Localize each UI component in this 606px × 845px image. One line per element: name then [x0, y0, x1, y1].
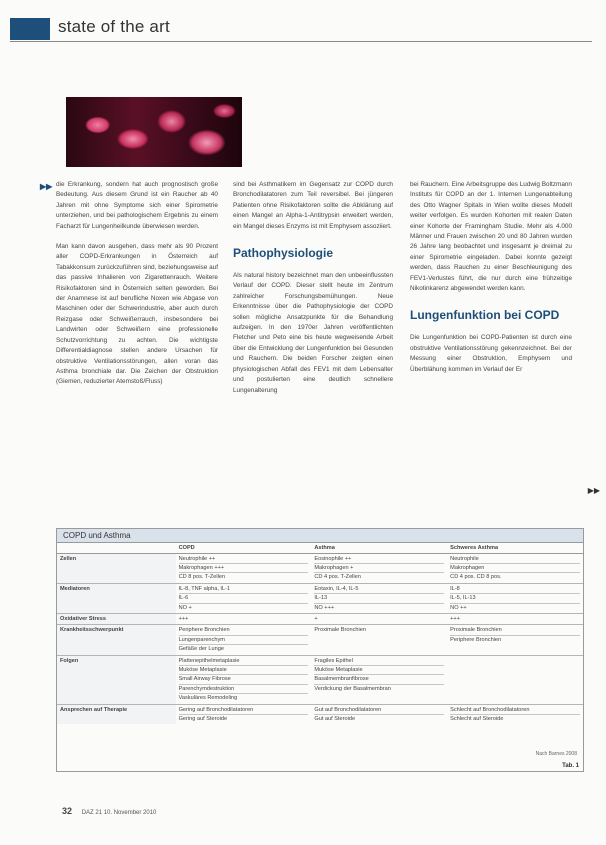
table-cell: [447, 553, 583, 583]
cell-line: Periphere Bronchien: [450, 636, 502, 643]
cell-line: IL-6: [179, 594, 309, 603]
article-column-2: [233, 180, 393, 406]
cell-line: Gering auf Steroide: [178, 716, 228, 722]
cell-line: IL-8, TNF alpha, IL-1: [179, 585, 309, 594]
cell-line: +: [314, 615, 318, 622]
article-column-3: [410, 180, 572, 385]
continue-arrow-icon: ▶▶: [587, 486, 600, 495]
cell-line: Basalmembranfibrose: [314, 675, 444, 684]
cell-line: NO ++: [450, 604, 467, 611]
cell-line: Gefäße der Lunge: [178, 646, 224, 653]
cell-line: CD 4 pos. T-Zellen: [314, 574, 361, 581]
table-row: [57, 625, 583, 655]
row-header: Mediatoren: [57, 583, 176, 613]
table-body: [57, 553, 583, 724]
subheading: Pathophysiologie: [233, 246, 334, 261]
table-cell: [447, 625, 583, 655]
table-cell: [311, 553, 447, 583]
column-header: COPD: [176, 543, 312, 553]
cell-line: CD 4 pos. CD 8 pos.: [450, 574, 502, 581]
cell-line: NO +++: [314, 604, 335, 611]
cell-line: IL-5, IL-13: [450, 594, 580, 603]
page-number: 32: [62, 806, 73, 816]
cell-line: Schlecht auf Steroide: [450, 716, 504, 722]
cell-line: Gut auf Steroide: [314, 716, 356, 722]
paragraph: Die Lungenfunktion bei COPD-Patienten ist durch eine obstruktive Ventilationsstörung gekennzeichnet. Bei der Messung einer Obstruktion, Emphysem und Überblähung kommen im Verlauf der Er: [410, 334, 572, 373]
cell-line: +++: [450, 615, 460, 622]
comparison-table-box: [56, 528, 584, 772]
table-row: [57, 655, 583, 704]
row-header: Zellen: [57, 553, 176, 583]
table-cell: [311, 625, 447, 655]
cell-line: Eotaxin, IL-4, IL-5: [314, 585, 444, 594]
table-row: [57, 553, 583, 583]
table-cell: [447, 583, 583, 613]
table-label: Tab. 1: [562, 763, 579, 769]
cell-line: NO +: [178, 604, 192, 611]
paragraph: sind bei Asthmatikern im Gegensatz zur COPD durch Bronchodilatatoren zum Teil reversibel. Bei jüngeren Patienten ohne Risikofaktoren sollte die Abklärung auf einen Mangel an Alpha-1-Antitrypsin erweitert werden, ein Mangel dieses Enzyms ist mit Emphysem assoziiert.: [233, 181, 393, 230]
cell-line: Verdickung der Basalmembran: [314, 685, 391, 692]
row-header: Ansprechen auf Therapie: [57, 704, 176, 724]
cell-line: Muköse Metaplasie: [314, 666, 444, 675]
section-color-block: [10, 18, 50, 40]
paragraph: die Erkrankung, sondern hat auch prognostisch große Bedeutung. Aus diesem Grund ist ein Raucher ab 40 Jahren mit ohne Symptome sich einer Spirometrie unterziehen, und bei pathologischem Ergebnis zu einem Facharzt für Lungenheilkunde überwiesen werden.: [56, 181, 218, 230]
table-header-row: [57, 543, 583, 553]
table-cell: [176, 553, 312, 583]
column-header: Asthma: [311, 543, 447, 553]
continuation-arrow-icon: ▶▶: [40, 182, 53, 191]
table-row: [57, 583, 583, 613]
cell-line: Makrophagen: [450, 564, 580, 573]
section-title: state of the art: [58, 17, 170, 36]
cell-line: Makrophagen +: [314, 564, 444, 573]
table-cell: [176, 625, 312, 655]
cell-line: Neutrophile ++: [179, 555, 309, 564]
table-title: COPD und Asthma: [57, 529, 583, 543]
subheading: Lungenfunktion bei COPD: [410, 308, 560, 323]
microscopy-photo: [66, 97, 242, 167]
cell-line: Eosinophile ++: [314, 555, 444, 564]
table-cell: [176, 655, 312, 704]
cell-line: CD 8 pos. T-Zellen: [178, 574, 226, 581]
paragraph: Man kann davon ausgehen, dass mehr als 90 Prozent aller COPD-Erkrankungen in Österreich auf Tabakkonsum zurückzuführen sind, beziehungsweise auf das passive Inhalieren von Zigarettenrauch. Weitere Risikofaktoren sind in Österreich selten geworden. Bei der Anamnese ist auf berufliche Noxen wie Abgase von Maschinen oder der Schwerindustrie, aber auch durch Reizgase oder Schweißerrauch, insbesondere bei Landwirten oder Schweißern eine professionelle Schutzvorrichtung zu achten. Die wichtigste Differentialdiagnose stellen andere Ursachen für obstruktive Ventilationsstörungen, allen voran das Asthma bronchiale dar. Die Zeichen der Obstruktion (Giemen, reduzierter Atemstoß/Fluss): [56, 243, 218, 386]
table-cell: [447, 704, 583, 724]
cell-line: Vaskuläres Remodeling: [178, 695, 238, 702]
cell-line: Muköse Metaplasie: [179, 666, 309, 675]
cell-line: Gut auf Bronchodilatatoren: [314, 706, 444, 715]
cell-line: Fragiles Epithel: [314, 657, 444, 666]
cell-line: Proximale Bronchien: [314, 627, 366, 634]
paragraph: Als natural history bezeichnet man den unbeeinflussten Verlauf der COPD. Dieser stellt heute im Zentrum zahlreicher Forschungsbemühungen. Neue Erkenntnisse über die Pathophysiologie der COPD sollen mögliche Ansatzpunkte für die Behandlung aufzeigen. In den 1970er Jahren veröffentlichten Fletcher und Peto eine bis heute wegweisende Arbeit über die Entwicklung der Lungenfunktion bei Gesunden und Rauchern. Die beiden Forscher zeigten einen physiologischen Abfall des FEV1 mit dem Lebensalter und postulierten eine deutlich schnellere Lungenalterung: [233, 272, 393, 394]
cell-line: Schlecht auf Bronchodilatatoren: [450, 706, 580, 715]
table-cell: [176, 583, 312, 613]
row-header: Krankheitsschwerpunkt: [57, 625, 176, 655]
table-cell: [311, 583, 447, 613]
cell-line: Proximale Bronchien: [450, 626, 580, 635]
cell-line: Neutrophile: [450, 555, 580, 564]
header-rule: [10, 41, 592, 42]
table-source: Nach Barnes 2008: [535, 751, 577, 757]
footer-issue: DAZ 21 10. November 2010: [81, 810, 157, 816]
table-cell: [311, 655, 447, 704]
column-header: Schweres Asthma: [447, 543, 583, 553]
page-footer: [62, 806, 156, 816]
cell-line: Gering auf Bronchodilatatoren: [179, 706, 309, 715]
cell-line: Lungenparenchym: [179, 636, 309, 645]
table-cell: [176, 704, 312, 724]
comparison-table: [57, 543, 583, 724]
paragraph: bei Rauchern. Eine Arbeitsgruppe des Ludwig Boltzmann Instituts für COPD an der 1. Internen Lungenabteilung des Otto Wagner Spitals in Wien wollte dieses Modell weiter verfolgen. Es wurden Kohorten mit realen Daten einer Kohorte der Framingham Studie. Mehr als 4.000 Männer und Frauen zwischen 20 und 80 Jahren wurden 26 Jahre lang beobachtet und insgesamt je dreimal zu einer Spirometrie eingeladen. Dabei konnte gezeigt werden, dass Rauchen zu einer Beschleunigung des FEV1-Verlustes führt, die nur durch eine frühzeitige Nikotinkarenz abgewendet werden kann.: [410, 181, 572, 293]
article-column-1: [56, 180, 218, 398]
cell-line: Plattenepithelmetaplasie: [179, 657, 309, 666]
table-cell: [447, 613, 583, 624]
column-header: [57, 543, 176, 553]
table-cell: [311, 613, 447, 624]
cell-line: Makrophagen +++: [179, 564, 309, 573]
cell-line: Parenchymdestruktion: [179, 685, 309, 694]
table-cell: [176, 613, 312, 624]
cell-line: Periphere Bronchien: [179, 626, 309, 635]
table-row: [57, 613, 583, 624]
table-row: [57, 704, 583, 724]
row-header: Folgen: [57, 655, 176, 704]
cell-line: +++: [178, 615, 189, 622]
row-header: Oxidativer Stress: [57, 613, 176, 624]
cell-line: IL-8: [450, 585, 580, 594]
cell-line: Small Airway Fibrose: [179, 675, 309, 684]
cell-line: IL-13: [314, 594, 444, 603]
table-cell: [311, 704, 447, 724]
table-cell: [447, 655, 583, 704]
